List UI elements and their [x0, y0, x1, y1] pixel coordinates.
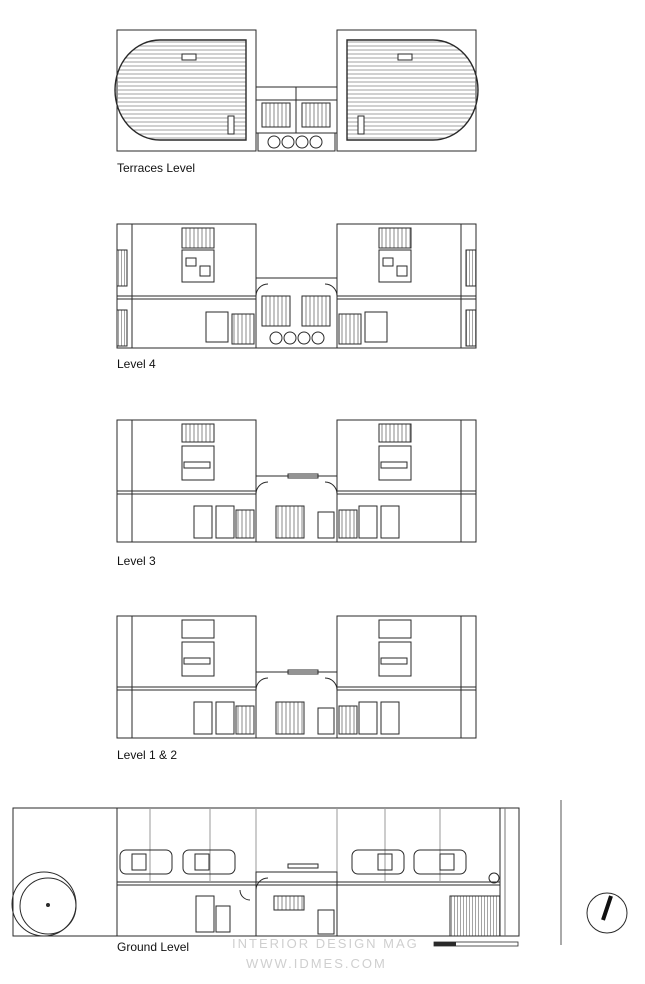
level-3-plan	[117, 420, 476, 542]
level-4-label: Level 4	[117, 357, 156, 371]
scale-bar-icon	[434, 942, 518, 946]
level-1-2-plan	[117, 616, 476, 738]
watermark-line-1: INTERIOR DESIGN MAG	[232, 936, 419, 951]
level-4-plan	[117, 224, 476, 348]
north-arrow-icon	[561, 800, 627, 945]
watermark-line-2: WWW.IDMES.COM	[246, 956, 387, 971]
ground-level-plan	[12, 808, 519, 936]
level-1-2-label: Level 1 & 2	[117, 748, 178, 762]
level-3-label: Level 3	[117, 554, 156, 568]
terraces-level-plan	[115, 30, 478, 151]
terraces-level-label: Terraces Level	[117, 161, 196, 175]
ground-level-label: Ground Level	[117, 940, 190, 954]
